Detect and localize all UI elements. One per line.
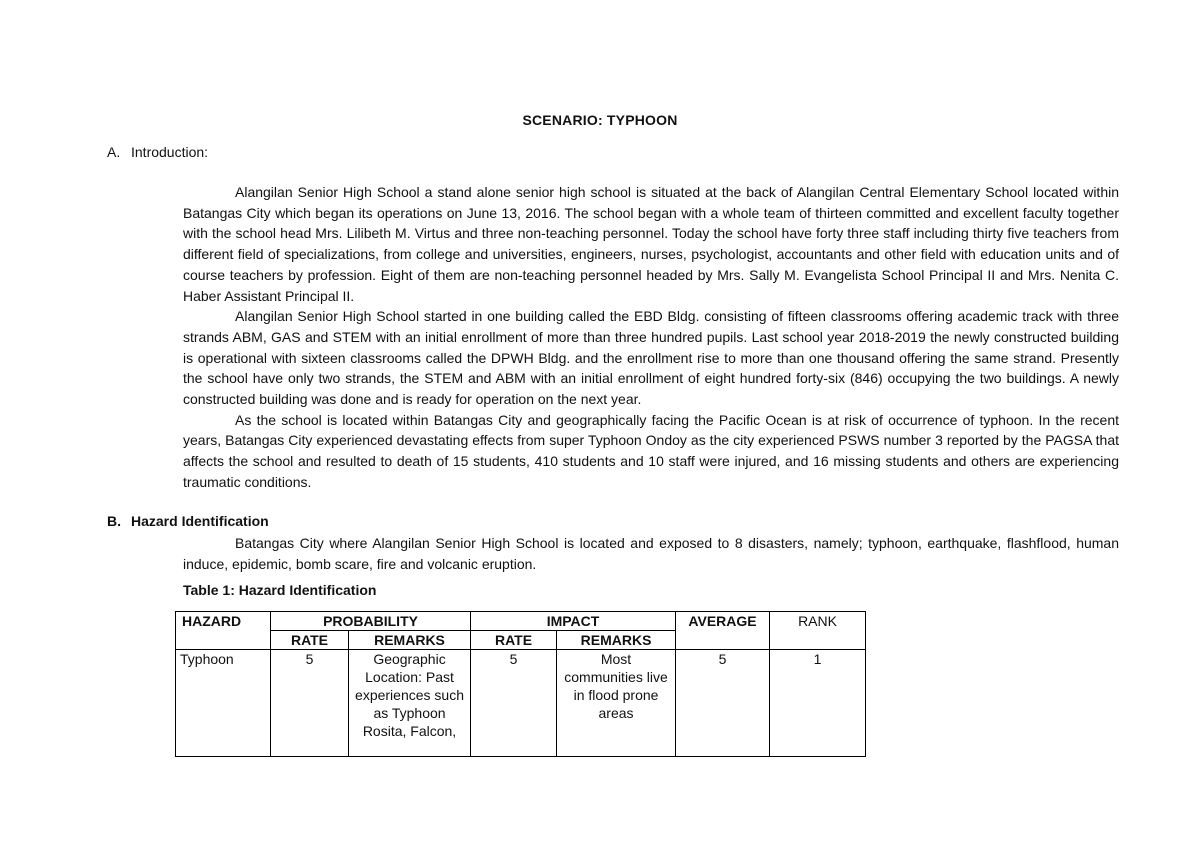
header-hazard: HAZARD — [176, 612, 271, 650]
subheader-prob-rate: RATE — [271, 631, 349, 650]
introduction-body — [183, 182, 1119, 493]
cell-impact-remarks: Most communities live in flood prone areas — [557, 650, 676, 757]
intro-paragraph-3: As the school is located within Batangas City and geographically facing the Pacific Ocean is at risk of occurrence of typhoon. In the recent years, Batangas City experienced devastating effects from super Typhoon Ondoy as the city experienced PSWS number 3 reported by the PAGSA that affects the school and resulted to death of 15 students, 410 students and 10 staff were injured, and 16 missing students and others are experiencing traumatic conditions. — [183, 411, 1119, 490]
section-a-heading — [107, 144, 208, 160]
table-row — [176, 650, 866, 757]
cell-hazard: Typhoon — [176, 650, 271, 757]
cell-average: 5 — [676, 650, 770, 757]
cell-prob-rate: 5 — [271, 650, 349, 757]
section-b-heading — [107, 513, 269, 529]
section-b-heading-text: Hazard Identification — [131, 513, 269, 529]
header-impact: IMPACT — [471, 612, 676, 631]
subheader-prob-remarks: REMARKS — [349, 631, 471, 650]
table-caption: Table 1: Hazard Identification — [183, 582, 377, 598]
page-title: SCENARIO: TYPHOON — [522, 112, 678, 128]
cell-rank: 1 — [770, 650, 866, 757]
section-a-heading-text: Introduction: — [131, 144, 209, 160]
section-b-marker: B. — [107, 513, 121, 529]
subheader-impact-remarks: REMARKS — [557, 631, 676, 650]
intro-paragraph-1: Alangilan Senior High School a stand alone senior high school is situated at the back of Alangilan Central Elementary School located within Batangas City which began its operations on June 13, 2016. The school began with a whole team of thirteen committed and excellent faculty together with the school head Mrs. Lilibeth M. Virtus and three non-teaching personnel. Today the school have forty three staff including thirty five teachers from different field of specializations, from college and universities, engineers, nurses, psychologist, accountants and other field with education units and of course teachers by profession. Eight of them are non-teaching personnel headed by Mrs. Sally M. Evangelista School Principal II and Mrs. Nenita C. Haber Assistant Principal II. — [183, 184, 1119, 304]
hazard-identification-body — [183, 533, 1119, 574]
hazard-paragraph: Batangas City where Alangilan Senior High School is located and exposed to 8 disasters, namely; typhoon, earthquake, flashflood, human induce, epidemic, bomb scare, fire and volcanic eruption. — [183, 535, 1119, 572]
cell-impact-rate: 5 — [471, 650, 557, 757]
header-rank: RANK — [770, 612, 866, 650]
header-average: AVERAGE — [676, 612, 770, 650]
intro-paragraph-2: Alangilan Senior High School started in one building called the EBD Bldg. consisting of fifteen classrooms offering academic track with three strands ABM, GAS and STEM with an initial enrollment of more than three hundred pupils. Last school year 2018-2019 the newly constructed building is operational with sixteen classrooms called the DPWH Bldg. and the enrollment rise to more than one thousand offering the same strand. Presently the school have only two strands, the STEM and ABM with an initial enrollment of eight hundred forty-six (846) occupying the two buildings. A newly constructed building was done and is ready for operation on the next year. — [183, 308, 1119, 408]
header-probability: PROBABILITY — [271, 612, 471, 631]
hazard-table — [175, 611, 866, 757]
section-a-marker: A. — [107, 144, 121, 160]
subheader-impact-rate: RATE — [471, 631, 557, 650]
cell-prob-remarks: Geographic Location: Past experiences such as Typhoon Rosita, Falcon, — [349, 650, 471, 757]
table-header-row — [176, 612, 866, 631]
